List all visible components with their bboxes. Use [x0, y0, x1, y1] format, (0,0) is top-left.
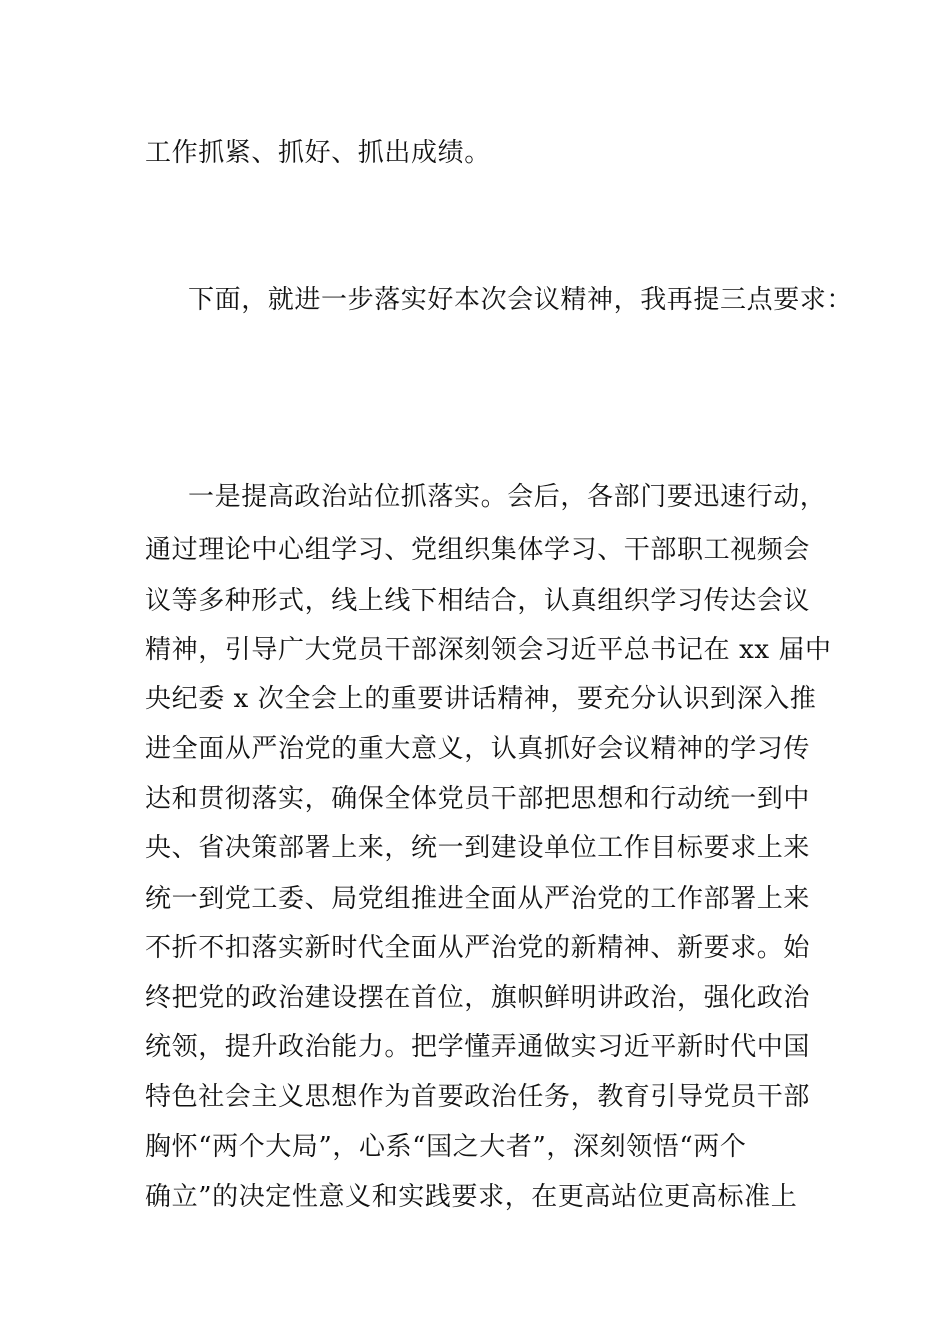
paragraph-line: 统领，提升政治能力。把学懂弄通做实习近平新时代中国 — [145, 1032, 811, 1062]
intro-line: 工作抓紧、抓好、抓出成绩。 — [145, 138, 491, 168]
paragraph-line: 统一到党工委、局党组推进全面从严治党的工作部署上来 — [145, 884, 811, 914]
paragraph-line: 议等多种形式，线上线下相结合，认真组织学习传达会议 — [145, 586, 811, 616]
paragraph-line: 精神，引导广大党员干部深刻领会习近平总书记在 xx 届中 — [145, 635, 832, 665]
paragraph-line: 特色社会主义思想作为首要政治任务，教育引导党员干部 — [145, 1082, 811, 1112]
paragraph-line: 通过理论中心组学习、党组织集体学习、干部职工视频会 — [145, 535, 811, 565]
paragraph-line: 达和贯彻落实，确保全体党员干部把思想和行动统一到中 — [145, 784, 811, 814]
paragraph-line: 一是提高政治站位抓落实。会后，各部门要迅速行动， — [188, 482, 827, 512]
paragraph-line: 央、省决策部署上来，统一到建设单位工作目标要求上来 — [145, 833, 811, 863]
lead-line: 下面，就进一步落实好本次会议精神，我再提三点要求： — [188, 285, 854, 315]
paragraph-line: 进全面从严治党的重大意义，认真抓好会议精神的学习传 — [145, 734, 811, 764]
paragraph-line: 终把党的政治建设摆在首位，旗帜鲜明讲政治，强化政治 — [145, 983, 811, 1013]
paragraph-line: 胸怀“两个大局”，心系“国之大者”，深刻领悟“两个 — [145, 1132, 747, 1162]
paragraph-line: 不折不扣落实新时代全面从严治党的新精神、新要求。始 — [145, 933, 811, 963]
paragraph-line: 央纪委 x 次全会上的重要讲话精神，要充分认识到深入推 — [145, 684, 817, 714]
paragraph-line: 确立”的决定性意义和实践要求，在更高站位更高标准上 — [145, 1182, 798, 1212]
